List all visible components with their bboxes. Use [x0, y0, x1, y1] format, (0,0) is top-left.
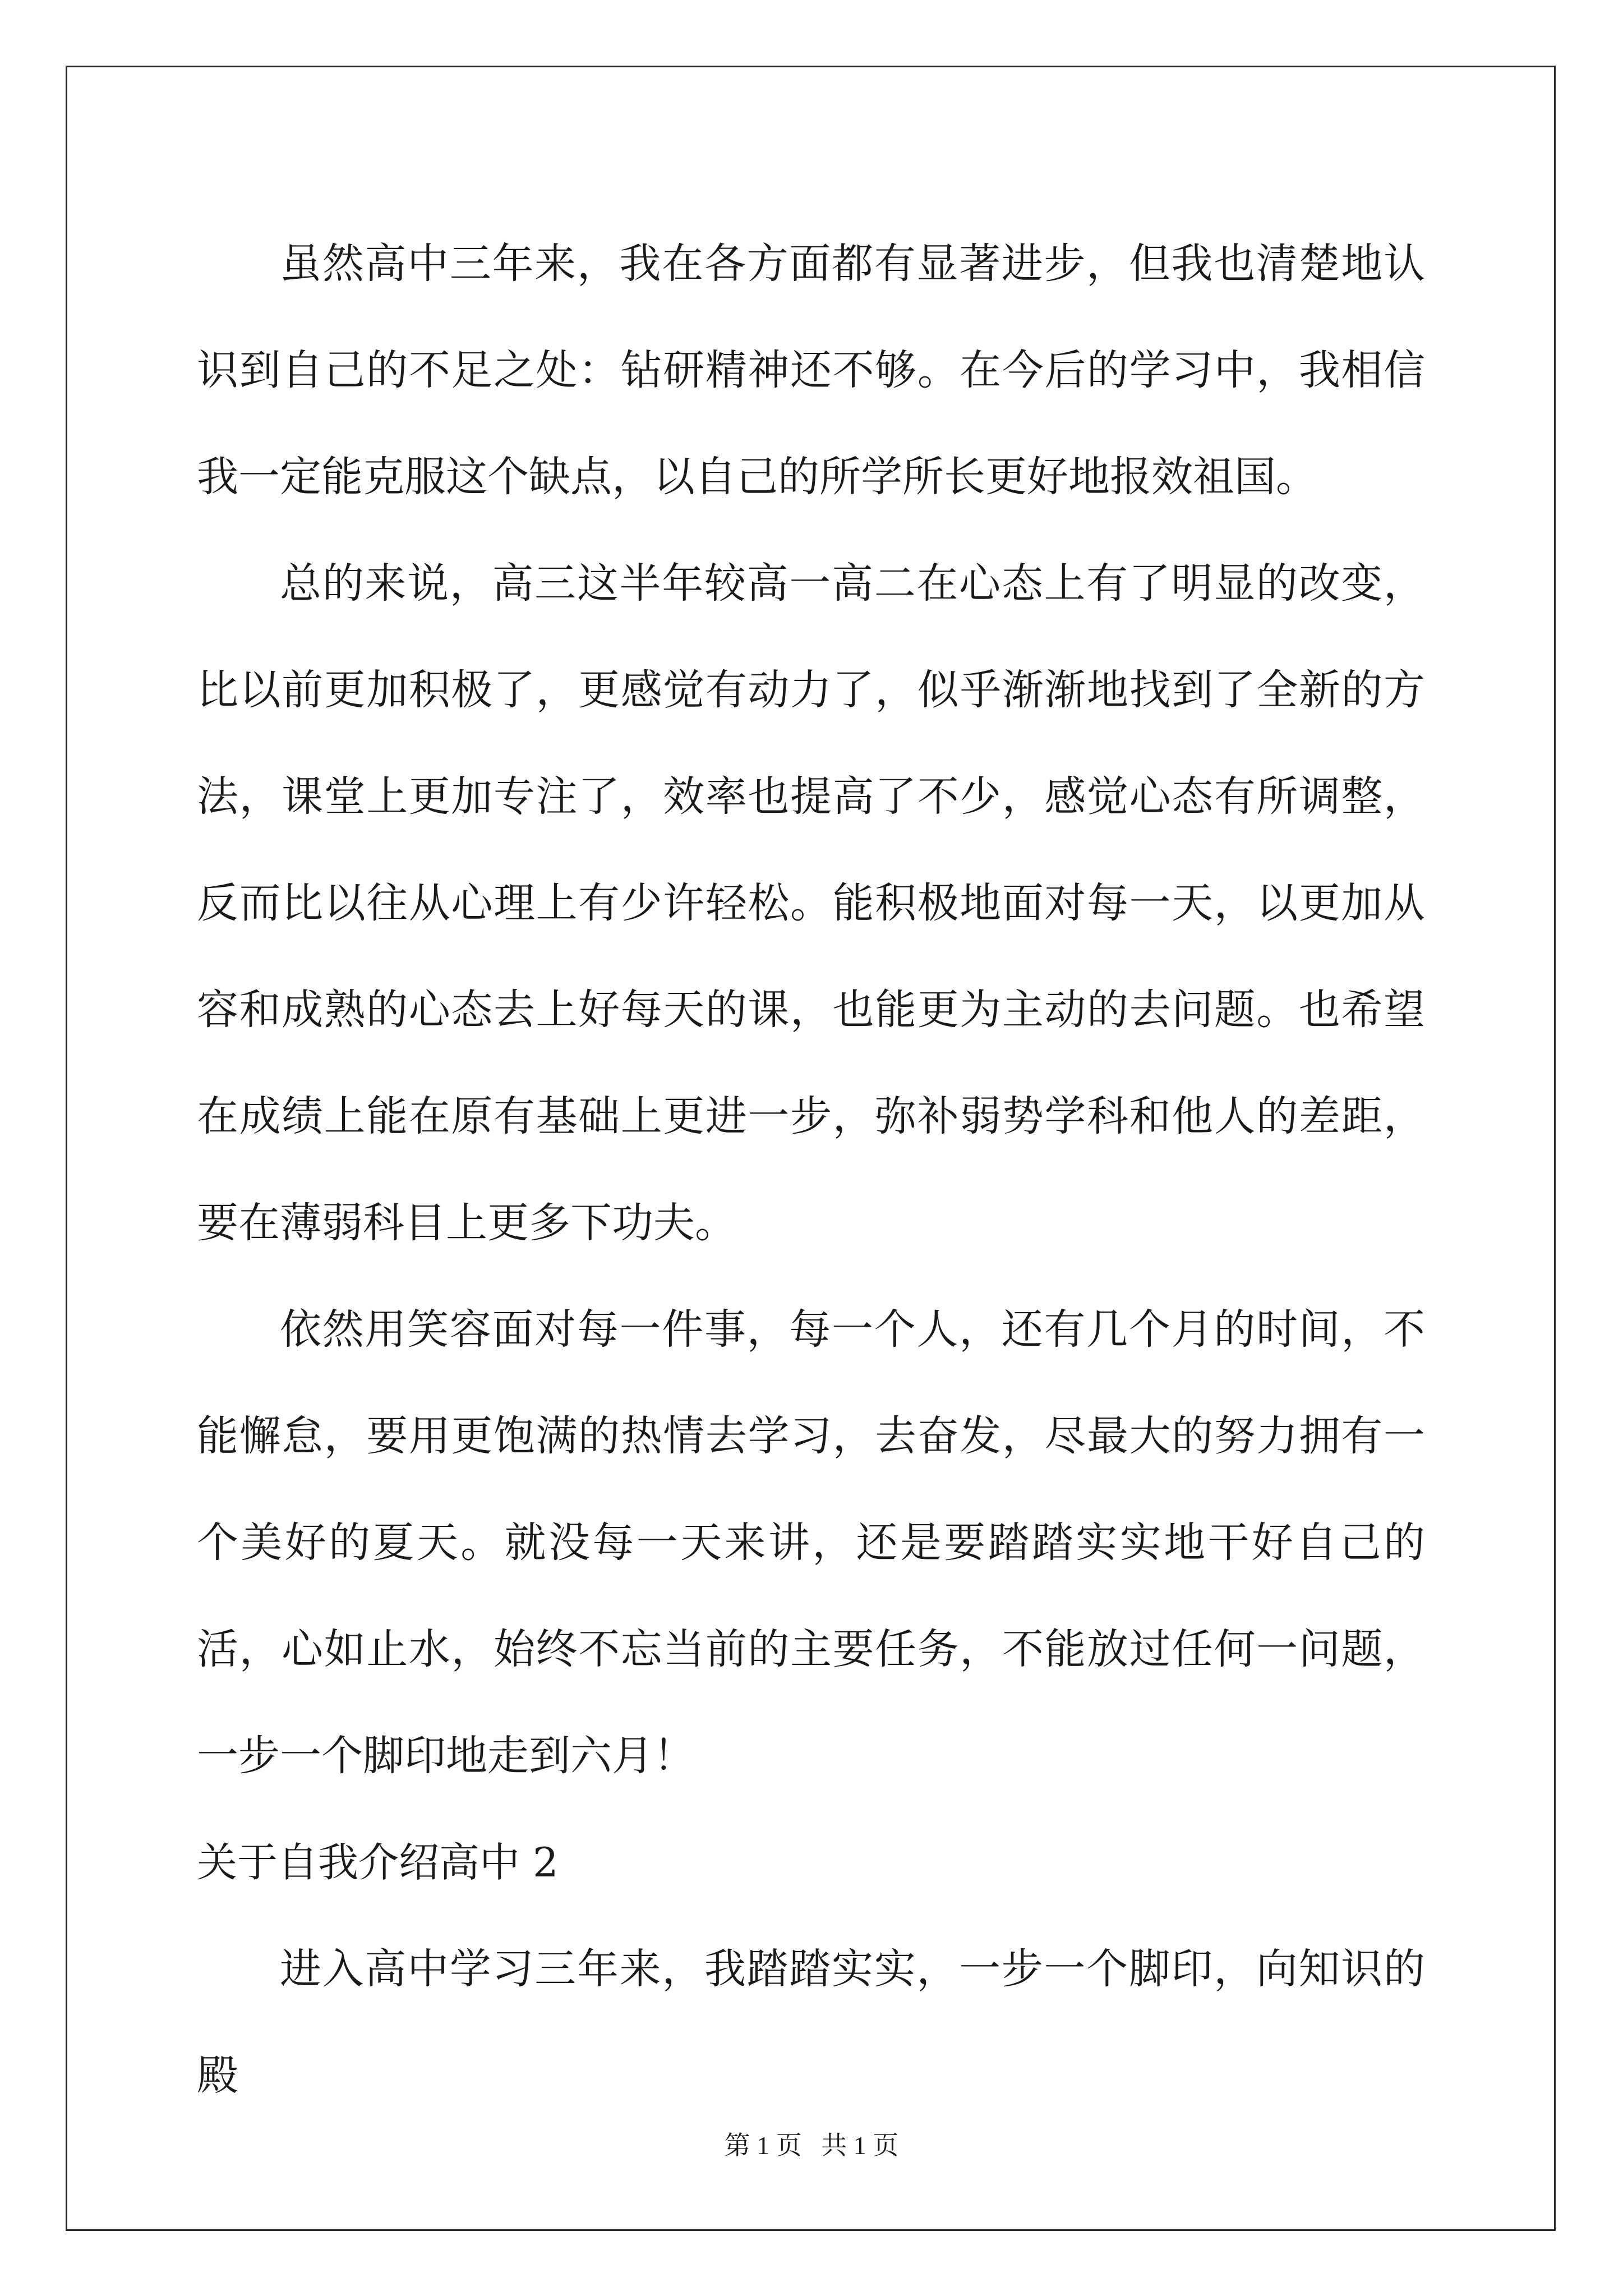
- paragraph: 进入高中学习三年来，我踏踏实实，一步一个脚印，向知识的殿: [197, 1945, 1425, 2100]
- paragraph: 依然用笑容面对每一件事，每一个人，还有几个月的时间，不能懈怠，要用更饱满的热情去学习，去奋发，尽最大的努力拥有一个美好的夏天。就没每一天来讲，还是要踏踏实实地干好自己的活，心如止水，始终不忘当前的主要任务，不能放过任何一问题，一步一个脚印地走到六月！: [197, 1305, 1425, 1780]
- page-number-footer: 第 1 页 共 1 页: [724, 2131, 899, 2160]
- paragraph: 虽然高中三年来，我在各方面都有显著进步，但我也清楚地认识到自己的不足之处：钻研精神还不够。在今后的学习中，我相信我一定能克服这个缺点，以自己的所学所长更好地报效祖国。: [197, 240, 1425, 501]
- paragraph: 总的来说，高三这半年较高一高二在心态上有了明显的改变，比以前更加积极了，更感觉有动力了，似乎渐渐地找到了全新的方法，课堂上更加专注了，效率也提高了不少，感觉心态有所调整，反而比以往从心理上有少许轻松。能积极地面对每一天，以更加从容和成熟的心态去上好每天的课，也能更为主动的去问题。也希望在成绩上能在原有基础上更进一步，弥补弱势学科和他人的差距，要在薄弱科目上更多下功夫。: [197, 559, 1425, 1247]
- section-heading: 关于自我介绍高中 2: [197, 1839, 559, 1886]
- document-body: [197, 210, 1425, 2129]
